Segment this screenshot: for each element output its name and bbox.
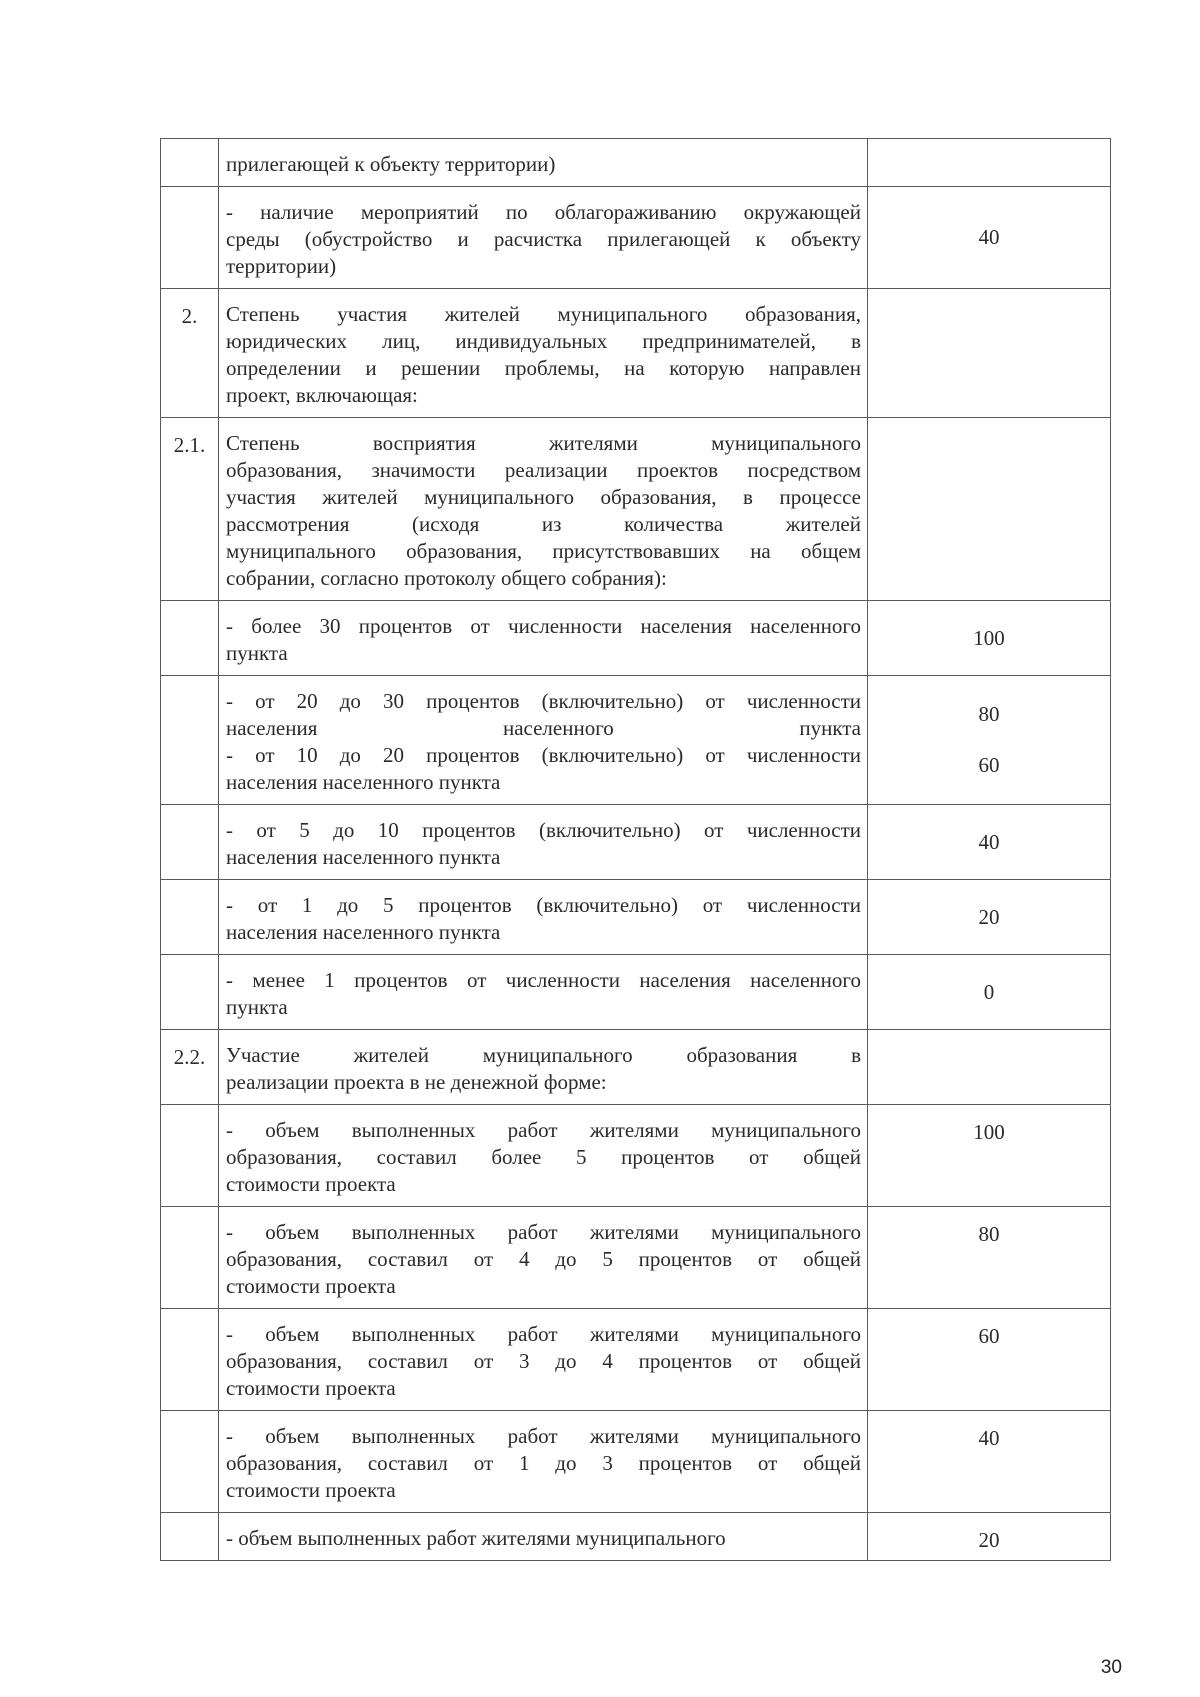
table-row xyxy=(161,1309,1111,1411)
criterion-text-line: образования, составил более 5 процентов от общей xyxy=(226,1145,861,1169)
table-row xyxy=(161,1411,1111,1513)
criterion-text-line: образования, составил от 1 до 3 процентов от общей xyxy=(226,1451,861,1475)
criterion-text-line: пункта xyxy=(226,641,288,665)
score-value-secondary: 60 xyxy=(978,753,1000,777)
score-cell xyxy=(868,1030,1111,1105)
table-row xyxy=(161,601,1111,676)
criterion-text-line: Участие жителей муниципального образования в xyxy=(226,1043,861,1067)
criterion-text-line: - от 10 до 20 процентов (включительно) от численности xyxy=(226,743,861,767)
criterion-text-line: образования, значимости реализации проектов посредством xyxy=(226,458,861,482)
criteria-table xyxy=(160,138,1111,1561)
criterion-text-line: - менее 1 процентов от численности населения населенного xyxy=(226,968,861,992)
row-number xyxy=(161,805,219,880)
row-number: 2.2. xyxy=(161,1030,219,1105)
criterion-text-line: стоимости проекта xyxy=(226,1274,396,1298)
criterion-text xyxy=(219,880,868,955)
criterion-text-line: населения населенного пункта xyxy=(226,845,501,869)
criterion-text-line: населения населенного пункта xyxy=(226,716,861,740)
score-cell xyxy=(868,139,1111,187)
criterion-text xyxy=(219,418,868,601)
table-row xyxy=(161,418,1111,601)
criterion-text-line: населения населенного пункта xyxy=(226,770,501,794)
row-number xyxy=(161,1309,219,1411)
row-number xyxy=(161,601,219,676)
criterion-text-line: - более 30 процентов от численности населения населенного xyxy=(226,614,861,638)
row-number xyxy=(161,1105,219,1207)
criterion-text-line: - объем выполненных работ жителями муниципального xyxy=(226,1322,861,1346)
score-cell xyxy=(868,289,1111,418)
criterion-text xyxy=(219,805,868,880)
criterion-text-line: пункта xyxy=(226,995,288,1019)
row-number xyxy=(161,187,219,289)
criteria-table-body xyxy=(161,139,1111,1561)
table-row xyxy=(161,1513,1111,1561)
criterion-text-line: образования, составил от 4 до 5 процентов от общей xyxy=(226,1247,861,1271)
page-number: 30 xyxy=(1100,1657,1122,1678)
table-row xyxy=(161,139,1111,187)
criterion-text-line: Степень восприятия жителями муниципального xyxy=(226,431,861,455)
criterion-text-line: юридических лиц, индивидуальных предпринимателей, в xyxy=(226,329,861,353)
criterion-text-line: - объем выполненных работ жителями муниципального xyxy=(226,1424,861,1448)
table-row xyxy=(161,1105,1111,1207)
score-cell: 40 xyxy=(868,1411,1111,1513)
row-number xyxy=(161,676,219,805)
criterion-text-line: стоимости проекта xyxy=(226,1478,396,1502)
criterion-text-line: - объем выполненных работ жителями муниципального xyxy=(226,1118,861,1142)
criterion-text xyxy=(219,955,868,1030)
score-cell: 0 xyxy=(868,955,1111,1030)
criterion-text xyxy=(219,1207,868,1309)
score-cell: 60 xyxy=(868,1309,1111,1411)
table-row xyxy=(161,880,1111,955)
score-cell: 100 xyxy=(868,601,1111,676)
criterion-text xyxy=(219,1411,868,1513)
criterion-text-line: прилегающей к объекту территории) xyxy=(226,152,556,176)
score-cell: 80 xyxy=(868,1207,1111,1309)
table-row xyxy=(161,1030,1111,1105)
score-cell: 100 xyxy=(868,1105,1111,1207)
table-row xyxy=(161,805,1111,880)
criterion-text-line: - от 1 до 5 процентов (включительно) от численности xyxy=(226,893,861,917)
table-row xyxy=(161,676,1111,805)
row-number: 2. xyxy=(161,289,219,418)
criterion-text-line: территории) xyxy=(226,254,337,278)
criterion-text-line: проект, включающая: xyxy=(226,383,418,407)
criterion-text-line: стоимости проекта xyxy=(226,1172,396,1196)
criterion-text xyxy=(219,676,868,805)
criterion-text-line: - от 20 до 30 процентов (включительно) от численности xyxy=(226,689,861,713)
row-number xyxy=(161,955,219,1030)
score-cell: 40 xyxy=(868,805,1111,880)
criterion-text-line: муниципального образования, присутствовавших на общем xyxy=(226,539,861,563)
criterion-text xyxy=(219,601,868,676)
row-number xyxy=(161,1411,219,1513)
criterion-text-line: реализации проекта в не денежной форме: xyxy=(226,1070,607,1094)
row-number: 2.1. xyxy=(161,418,219,601)
criterion-text-line: - от 5 до 10 процентов (включительно) от численности xyxy=(226,818,861,842)
table-row xyxy=(161,187,1111,289)
criterion-text xyxy=(219,1105,868,1207)
criterion-text-line: образования, составил от 3 до 4 процентов от общей xyxy=(226,1349,861,1373)
score-cell: 40 xyxy=(868,187,1111,289)
row-number xyxy=(161,1207,219,1309)
score-cell xyxy=(868,676,1111,805)
criterion-text xyxy=(219,139,868,187)
criterion-text-line: участия жителей муниципального образования, в процессе xyxy=(226,485,861,509)
criterion-text xyxy=(219,1309,868,1411)
criterion-text-line: - объем выполненных работ жителями муниципального xyxy=(226,1526,726,1550)
criterion-text-line: собрании, согласно протоколу общего собрания): xyxy=(226,566,667,590)
criterion-text xyxy=(219,1030,868,1105)
criterion-text-line: населения населенного пункта xyxy=(226,920,501,944)
criterion-text-line: стоимости проекта xyxy=(226,1376,396,1400)
row-number xyxy=(161,880,219,955)
criterion-text-line: рассмотрения (исходя из количества жителей xyxy=(226,512,861,536)
criterion-text xyxy=(219,1513,868,1561)
table-row xyxy=(161,289,1111,418)
table-row xyxy=(161,1207,1111,1309)
criterion-text xyxy=(219,187,868,289)
criterion-text-line: определении и решении проблемы, на которую направлен xyxy=(226,356,861,380)
table-row xyxy=(161,955,1111,1030)
score-value: 80 xyxy=(978,702,1000,726)
criterion-text-line: Степень участия жителей муниципального образования, xyxy=(226,302,861,326)
score-cell: 20 xyxy=(868,1513,1111,1561)
score-cell xyxy=(868,418,1111,601)
criterion-text xyxy=(219,289,868,418)
score-cell: 20 xyxy=(868,880,1111,955)
criterion-text-line: - наличие мероприятий по облагораживанию окружающей xyxy=(226,200,861,224)
row-number xyxy=(161,1513,219,1561)
criterion-text-line: среды (обустройство и расчистка прилегающей к объекту xyxy=(226,227,861,251)
row-number xyxy=(161,139,219,187)
criterion-text-line: - объем выполненных работ жителями муниципального xyxy=(226,1220,861,1244)
